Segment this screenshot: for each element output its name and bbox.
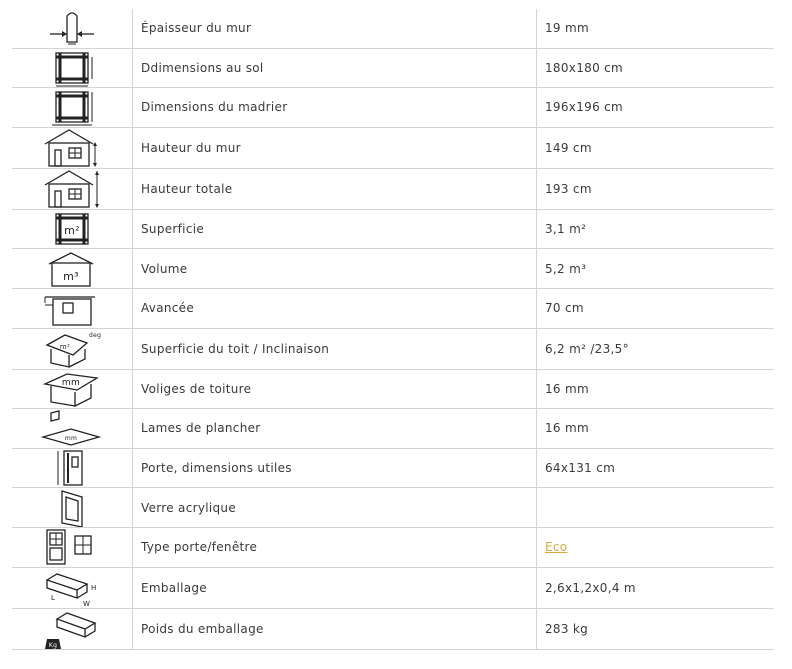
- spec-label: Porte, dimensions utiles: [133, 448, 537, 488]
- svg-text:m²: m²: [59, 342, 71, 351]
- wall-height-icon: [12, 127, 133, 168]
- roof-boards-icon: [12, 369, 133, 409]
- spec-value: [537, 488, 775, 528]
- spec-value: 70 cm: [537, 288, 775, 328]
- spec-label: Volume: [133, 249, 537, 289]
- overhang-icon: [12, 288, 133, 328]
- spec-table: [12, 9, 774, 650]
- spec-value: 16 mm: [537, 369, 775, 409]
- svg-text:Kg: Kg: [48, 641, 58, 649]
- floor-dimensions-icon: [12, 48, 133, 88]
- spec-label: Poids du emballage: [133, 608, 537, 649]
- spec-value: 19 mm: [537, 9, 775, 48]
- svg-text:m³: m³: [63, 269, 79, 283]
- spec-value: 283 kg: [537, 608, 775, 649]
- spec-row: [12, 448, 774, 488]
- spec-row: [12, 209, 774, 249]
- spec-value: 6,2 m² /23,5°: [537, 328, 775, 369]
- spec-row: [12, 409, 774, 449]
- spec-row: [12, 288, 774, 328]
- spec-label: Emballage: [133, 567, 537, 608]
- area-icon: [12, 209, 133, 249]
- acrylic-glass-icon: [12, 488, 133, 528]
- spec-row: [12, 369, 774, 409]
- door-window-type-icon: [12, 527, 133, 567]
- spec-value: 64x131 cm: [537, 448, 775, 488]
- svg-text:deg: deg: [89, 331, 102, 339]
- spec-value: 16 mm: [537, 409, 775, 449]
- spec-row: [12, 9, 774, 48]
- svg-text:mm: mm: [61, 377, 81, 388]
- spec-row: [12, 168, 774, 209]
- spec-row: [12, 48, 774, 88]
- spec-label: Hauteur totale: [133, 168, 537, 209]
- spec-row: [12, 527, 774, 567]
- svg-text:m²: m²: [64, 224, 80, 238]
- eco-link[interactable]: Eco: [545, 540, 568, 555]
- spec-row: [12, 567, 774, 608]
- spec-label: Superficie: [133, 209, 537, 249]
- spec-label: Avancée: [133, 288, 537, 328]
- svg-text:mm: mm: [64, 435, 78, 443]
- spec-label: Superficie du toit / Inclinaison: [133, 328, 537, 369]
- spec-label: Lames de plancher: [133, 409, 537, 449]
- spec-row: [12, 488, 774, 528]
- svg-text:L: L: [51, 593, 56, 602]
- spec-label: Verre acrylique: [133, 488, 537, 528]
- beam-dimensions-icon: [12, 88, 133, 128]
- spec-label: Dimensions du madrier: [133, 88, 537, 128]
- total-height-icon: [12, 168, 133, 209]
- spec-row: [12, 127, 774, 168]
- volume-icon: [12, 249, 133, 289]
- svg-text:H: H: [91, 583, 97, 592]
- spec-label: Type porte/fenêtre: [133, 527, 537, 567]
- svg-text:W: W: [83, 599, 91, 608]
- door-dimensions-icon: [12, 448, 133, 488]
- spec-value: 149 cm: [537, 127, 775, 168]
- spec-value: 196x196 cm: [537, 88, 775, 128]
- spec-row: [12, 249, 774, 289]
- packaging-icon: [12, 567, 133, 608]
- roof-area-incline-icon: [12, 328, 133, 369]
- spec-row: [12, 88, 774, 128]
- spec-value: 5,2 m³: [537, 249, 775, 289]
- wall-thickness-icon: [12, 9, 133, 48]
- spec-row: [12, 608, 774, 649]
- spec-value: 180x180 cm: [537, 48, 775, 88]
- spec-label: Ddimensions au sol: [133, 48, 537, 88]
- spec-value: 2,6x1,2x0,4 m: [537, 567, 775, 608]
- spec-row: [12, 328, 774, 369]
- spec-value: 193 cm: [537, 168, 775, 209]
- package-weight-icon: [12, 608, 133, 649]
- floor-boards-icon: [12, 409, 133, 449]
- spec-label: Voliges de toiture: [133, 369, 537, 409]
- spec-value: 3,1 m²: [537, 209, 775, 249]
- spec-value: [537, 527, 775, 567]
- spec-label: Épaisseur du mur: [133, 9, 537, 48]
- spec-label: Hauteur du mur: [133, 127, 537, 168]
